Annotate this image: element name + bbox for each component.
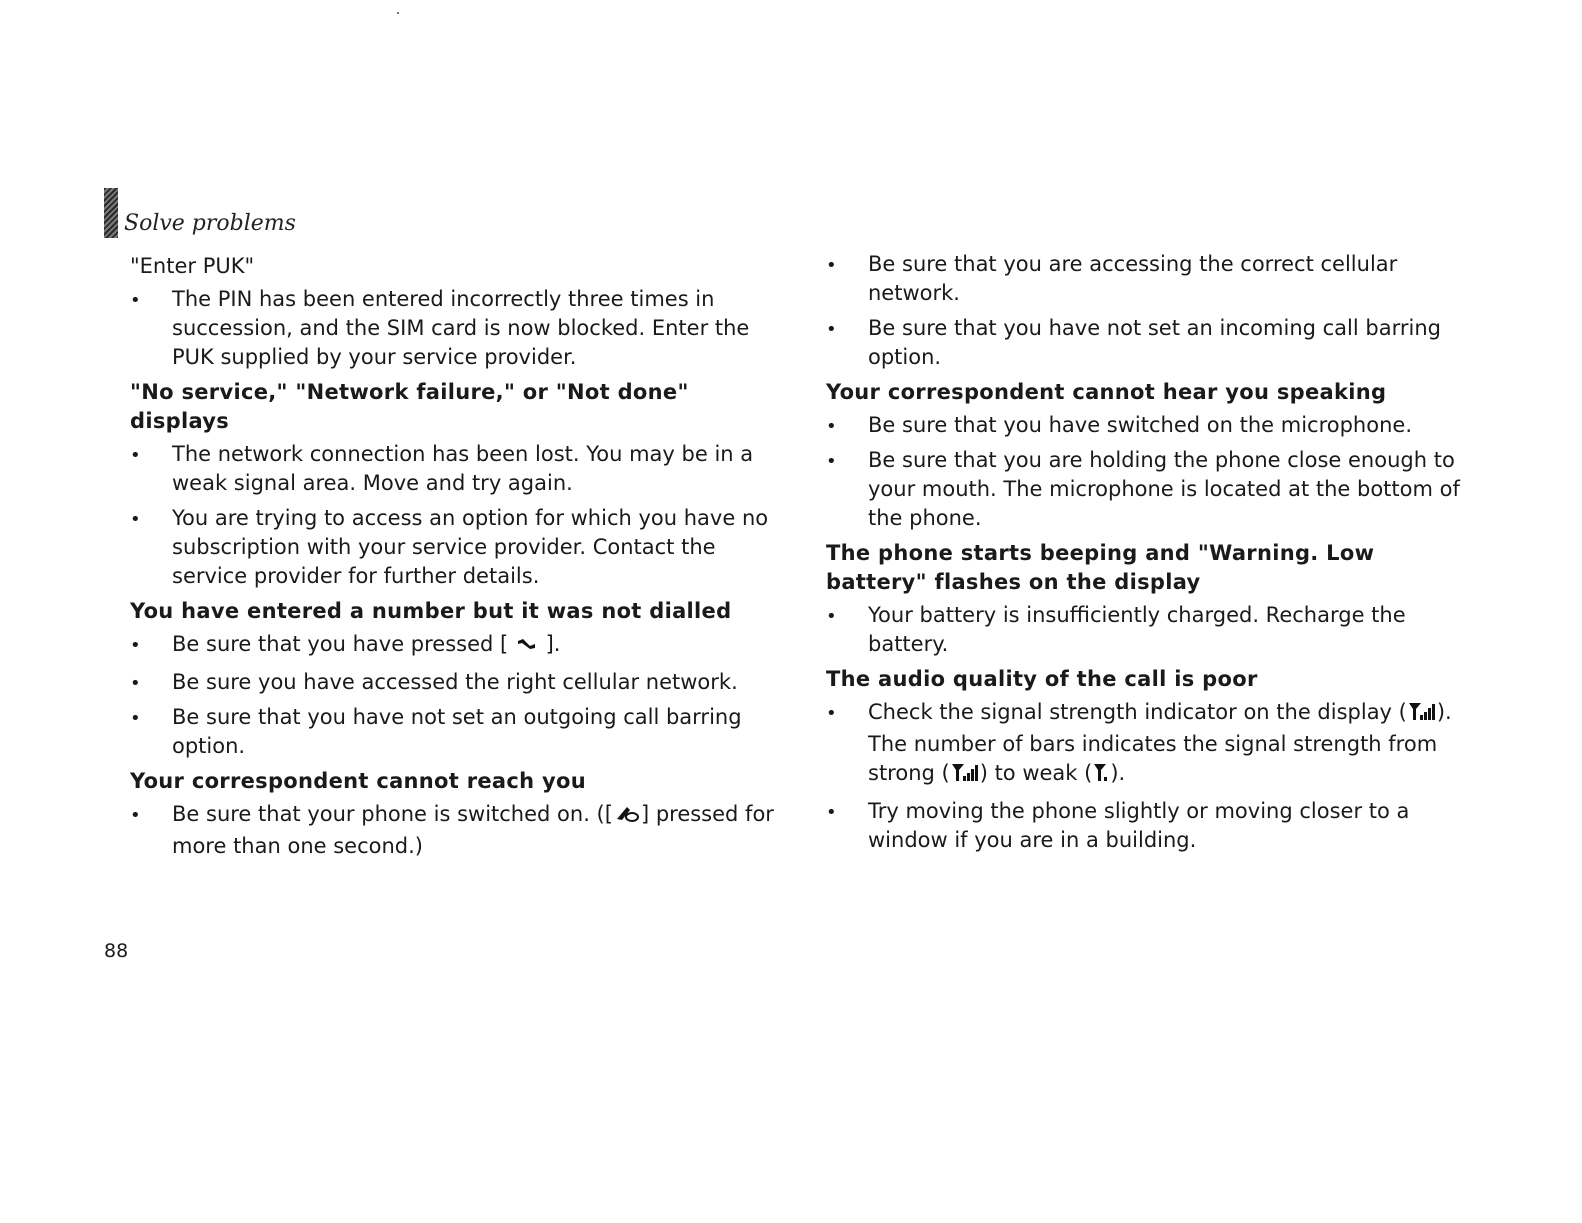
list-item: • Try moving the phone slightly or moving closer to a window if you are in a building. [826, 797, 1476, 855]
list-item: • Be sure that you have switched on the microphone. [826, 411, 1476, 440]
list-item: • The PIN has been entered incorrectly three times in succession, and the SIM card is now blocked. Enter the PUK supplied by your service provider. [130, 285, 780, 372]
end-power-key-icon [613, 803, 641, 832]
section-heading: The audio quality of the call is poor [826, 667, 1258, 691]
bullet-icon [826, 601, 868, 631]
bullet-icon [826, 446, 868, 476]
list-item: • Be sure you have accessed the right cellular network. [130, 668, 780, 697]
scan-speck [397, 12, 399, 14]
section-cannot-hear [826, 378, 1476, 533]
list-item: • Be sure that you have not set an incoming call barring option. [826, 314, 1476, 372]
bullet-icon [130, 504, 172, 534]
section-network-checks [826, 250, 1476, 372]
bullet-icon [826, 314, 868, 344]
bullet-list [826, 250, 1476, 372]
bullet-list [826, 411, 1476, 533]
bullet-icon [826, 698, 868, 728]
list-item: • Be sure that your phone is switched on. ([ ] pressed for more than one second.) [130, 800, 780, 861]
bullet-icon [130, 285, 172, 315]
section-heading: The phone starts beeping and "Warning. Low battery" flashes on the display [826, 541, 1375, 594]
list-item: • The network connection has been lost. You may be in a weak signal area. Move and try again. [130, 440, 780, 498]
header-title: Solve problems [124, 211, 296, 236]
left-column [130, 252, 780, 867]
section-heading: "Enter PUK" [130, 254, 255, 278]
section-heading: Your correspondent cannot reach you [130, 769, 586, 793]
bullet-icon [826, 411, 868, 441]
section-heading: Your correspondent cannot hear you speaking [826, 380, 1387, 404]
section-no-service [130, 378, 780, 591]
section-enter-puk [130, 252, 780, 372]
section-cannot-reach [130, 767, 780, 861]
bullet-icon [130, 440, 172, 470]
bullet-list [130, 440, 780, 591]
bullet-icon [130, 668, 172, 698]
bullet-list [826, 601, 1476, 659]
bullet-icon [130, 800, 172, 830]
header-bar-icon [104, 188, 118, 238]
section-not-dialled [130, 597, 780, 761]
list-item: • Be sure that you are holding the phone close enough to your mouth. The microphone is located at the bottom of the phone. [826, 446, 1476, 533]
right-column [826, 250, 1476, 861]
section-heading: "No service," "Network failure," or "Not done" displays [130, 380, 689, 433]
bullet-list [130, 285, 780, 372]
list-item: • Check the signal strength indicator on the display ( ). The number of bars indicates the signal strength from strong ( ) to weak ( ). [826, 698, 1476, 791]
signal-full-icon [950, 761, 980, 791]
bullet-icon [826, 797, 868, 827]
send-key-icon [515, 633, 539, 662]
list-item: • Be sure that you have pressed [ ]. [130, 630, 780, 662]
signal-weak-icon [1092, 761, 1110, 791]
list-item: • Your battery is insufficiently charged. Recharge the battery. [826, 601, 1476, 659]
bullet-list [826, 698, 1476, 855]
bullet-icon [130, 630, 172, 660]
bullet-list [130, 800, 780, 861]
page-header [104, 188, 296, 238]
bullet-icon [826, 250, 868, 280]
section-audio-quality [826, 665, 1476, 855]
signal-full-icon [1407, 700, 1437, 730]
list-item: • You are trying to access an option for which you have no subscription with your service provider. Contact the service provider for further details. [130, 504, 780, 591]
bullet-list [130, 630, 780, 761]
page-number: 88 [104, 940, 129, 962]
list-item: • Be sure that you are accessing the correct cellular network. [826, 250, 1476, 308]
bullet-icon [130, 703, 172, 733]
section-low-battery [826, 539, 1476, 659]
section-heading: You have entered a number but it was not dialled [130, 599, 732, 623]
list-item: • Be sure that you have not set an outgoing call barring option. [130, 703, 780, 761]
